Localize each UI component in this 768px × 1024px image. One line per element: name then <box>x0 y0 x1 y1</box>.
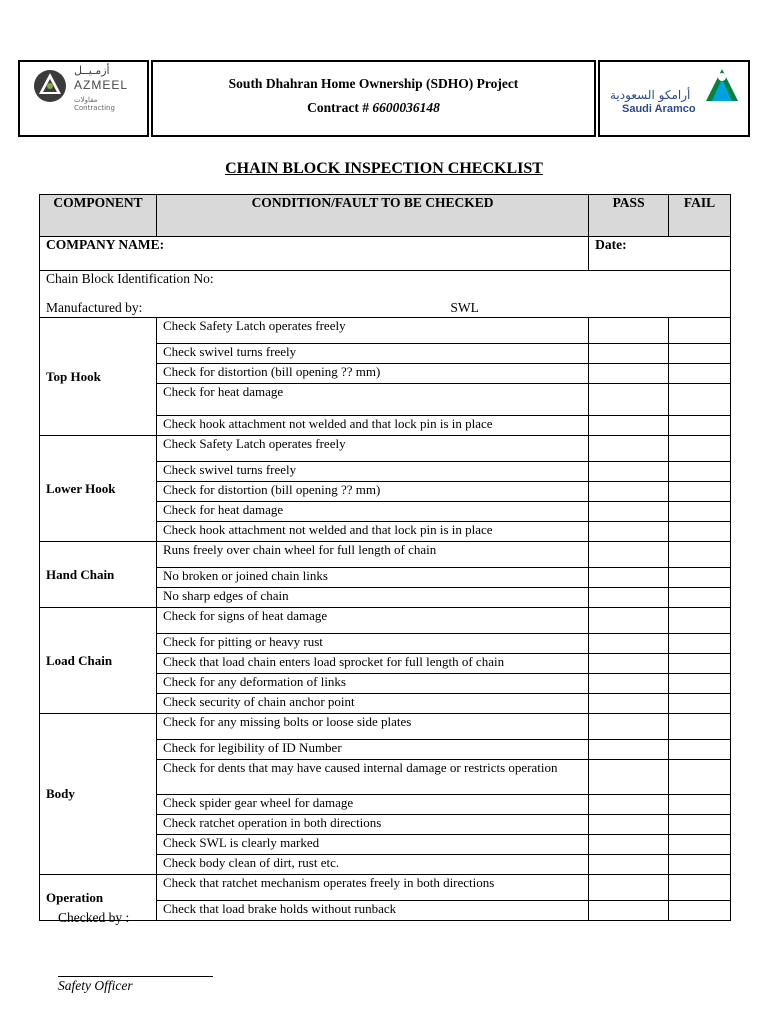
column-component: COMPONENT <box>40 195 157 237</box>
pass-checkbox[interactable] <box>589 502 669 522</box>
identification-label: Chain Block Identification No: <box>46 271 214 286</box>
check-item: Runs freely over chain wheel for full length of chain <box>156 542 588 568</box>
pass-checkbox[interactable] <box>589 608 669 634</box>
column-pass: PASS <box>589 195 669 237</box>
pass-checkbox[interactable] <box>589 795 669 815</box>
fail-checkbox[interactable] <box>669 542 731 568</box>
component-label: Body <box>40 714 157 875</box>
fail-checkbox[interactable] <box>669 384 731 416</box>
component-label: Lower Hook <box>40 436 157 542</box>
project-box <box>151 60 596 137</box>
check-item: Check that load chain enters load sprocket for full length of chain <box>156 654 588 674</box>
component-label: Load Chain <box>40 608 157 714</box>
azmeel-sub-en: Contracting <box>74 104 115 112</box>
pass-checkbox[interactable] <box>589 542 669 568</box>
fail-checkbox[interactable] <box>669 835 731 855</box>
pass-checkbox[interactable] <box>589 654 669 674</box>
fail-checkbox[interactable] <box>669 568 731 588</box>
check-item: Check swivel turns freely <box>156 344 588 364</box>
pass-checkbox[interactable] <box>589 568 669 588</box>
pass-checkbox[interactable] <box>589 416 669 436</box>
check-item: Check hook attachment not welded and that lock pin is in place <box>156 522 588 542</box>
date-field[interactable] <box>589 237 731 271</box>
signatory-label: Safety Officer <box>58 978 133 993</box>
pass-checkbox[interactable] <box>589 344 669 364</box>
fail-checkbox[interactable] <box>669 416 731 436</box>
manufactured-label: Manufactured by: <box>46 300 143 315</box>
checklist-row <box>40 714 731 740</box>
pass-checkbox[interactable] <box>589 875 669 901</box>
page-title-text: CHAIN BLOCK INSPECTION CHECKLIST <box>225 160 543 177</box>
identification-field[interactable] <box>40 271 731 318</box>
fail-checkbox[interactable] <box>669 815 731 835</box>
pass-checkbox[interactable] <box>589 760 669 795</box>
pass-checkbox[interactable] <box>589 855 669 875</box>
aramco-arabic-name: أرامكو السعودية <box>610 88 691 102</box>
checklist-row <box>40 318 731 344</box>
contract-line <box>153 100 594 116</box>
check-item: Check for any deformation of links <box>156 674 588 694</box>
check-item: Check that load brake holds without runback <box>156 901 588 921</box>
aramco-logo-box <box>598 60 750 137</box>
aramco-name: Saudi Aramco <box>622 103 696 115</box>
fail-checkbox[interactable] <box>669 608 731 634</box>
checklist-row <box>40 875 731 901</box>
check-item: Check for dents that may have caused internal damage or restricts operation <box>156 760 588 795</box>
pass-checkbox[interactable] <box>589 318 669 344</box>
checklist-row <box>40 542 731 568</box>
fail-checkbox[interactable] <box>669 740 731 760</box>
fail-checkbox[interactable] <box>669 318 731 344</box>
azmeel-name: AZMEEL <box>74 78 129 92</box>
pass-checkbox[interactable] <box>589 901 669 921</box>
check-item: Check Safety Latch operates freely <box>156 318 588 344</box>
pass-checkbox[interactable] <box>589 714 669 740</box>
fail-checkbox[interactable] <box>669 588 731 608</box>
check-item: Check Safety Latch operates freely <box>156 436 588 462</box>
fail-checkbox[interactable] <box>669 364 731 384</box>
pass-checkbox[interactable] <box>589 674 669 694</box>
check-item: Check for any missing bolts or loose side plates <box>156 714 588 740</box>
fail-checkbox[interactable] <box>669 795 731 815</box>
pass-checkbox[interactable] <box>589 815 669 835</box>
fail-checkbox[interactable] <box>669 875 731 901</box>
checklist-row <box>40 608 731 634</box>
column-condition: CONDITION/FAULT TO BE CHECKED <box>156 195 588 237</box>
contract-label: Contract # <box>307 100 369 115</box>
pass-checkbox[interactable] <box>589 740 669 760</box>
identification-row <box>40 271 731 318</box>
pass-checkbox[interactable] <box>589 588 669 608</box>
check-item: Check security of chain anchor point <box>156 694 588 714</box>
check-item: Check for distortion (bill opening ?? mm) <box>156 482 588 502</box>
swl-label: SWL <box>450 300 479 315</box>
pass-checkbox[interactable] <box>589 634 669 654</box>
pass-checkbox[interactable] <box>589 482 669 502</box>
check-item: No sharp edges of chain <box>156 588 588 608</box>
checklist-body <box>40 318 731 921</box>
company-name-label: COMPANY NAME: <box>46 237 165 252</box>
company-row <box>40 237 731 271</box>
fail-checkbox[interactable] <box>669 522 731 542</box>
fail-checkbox[interactable] <box>669 502 731 522</box>
fail-checkbox[interactable] <box>669 674 731 694</box>
check-item: Check for signs of heat damage <box>156 608 588 634</box>
fail-checkbox[interactable] <box>669 654 731 674</box>
fail-checkbox[interactable] <box>669 714 731 740</box>
component-label: Operation <box>40 875 157 921</box>
project-name: South Dhahran Home Ownership (SDHO) Project <box>228 76 519 91</box>
check-item: No broken or joined chain links <box>156 568 588 588</box>
aramco-logo-icon <box>702 65 742 103</box>
check-item: Check for heat damage <box>156 502 588 522</box>
inspection-table <box>39 194 731 921</box>
pass-checkbox[interactable] <box>589 835 669 855</box>
check-item: Check for pitting or heavy rust <box>156 634 588 654</box>
column-fail: FAIL <box>669 195 731 237</box>
fail-checkbox[interactable] <box>669 694 731 714</box>
azmeel-arabic-name: أزمـيــل <box>74 64 110 77</box>
date-label: Date: <box>595 237 627 252</box>
check-item: Check spider gear wheel for damage <box>156 795 588 815</box>
fail-checkbox[interactable] <box>669 482 731 502</box>
fail-checkbox[interactable] <box>669 436 731 462</box>
document-header <box>18 60 750 137</box>
checked-by-label: Checked by : <box>58 910 130 925</box>
checklist-row <box>40 436 731 462</box>
azmeel-subtitle <box>74 96 115 112</box>
pass-checkbox[interactable] <box>589 384 669 416</box>
check-item: Check SWL is clearly marked <box>156 835 588 855</box>
check-item: Check for legibility of ID Number <box>156 740 588 760</box>
check-item: Check that ratchet mechanism operates freely in both directions <box>156 875 588 901</box>
pass-checkbox[interactable] <box>589 694 669 714</box>
check-item: Check body clean of dirt, rust etc. <box>156 855 588 875</box>
component-label: Hand Chain <box>40 542 157 608</box>
azmeel-logo-box <box>18 60 149 137</box>
fail-checkbox[interactable] <box>669 634 731 654</box>
signature-line[interactable] <box>58 976 213 977</box>
check-item: Check ratchet operation in both directions <box>156 815 588 835</box>
pass-checkbox[interactable] <box>589 522 669 542</box>
fail-checkbox[interactable] <box>669 901 731 921</box>
check-item: Check hook attachment not welded and that lock pin is in place <box>156 416 588 436</box>
pass-checkbox[interactable] <box>589 436 669 462</box>
check-item: Check for distortion (bill opening ?? mm) <box>156 364 588 384</box>
fail-checkbox[interactable] <box>669 462 731 482</box>
fail-checkbox[interactable] <box>669 760 731 795</box>
pass-checkbox[interactable] <box>589 364 669 384</box>
column-header-row <box>40 195 731 237</box>
fail-checkbox[interactable] <box>669 855 731 875</box>
company-name-field[interactable] <box>40 237 589 271</box>
pass-checkbox[interactable] <box>589 462 669 482</box>
page-title <box>0 160 768 178</box>
fail-checkbox[interactable] <box>669 344 731 364</box>
check-item: Check swivel turns freely <box>156 462 588 482</box>
azmeel-sub-ar: مقاولات <box>74 96 98 104</box>
contract-number: 6600036148 <box>372 100 440 115</box>
component-label: Top Hook <box>40 318 157 436</box>
check-item: Check for heat damage <box>156 384 588 416</box>
